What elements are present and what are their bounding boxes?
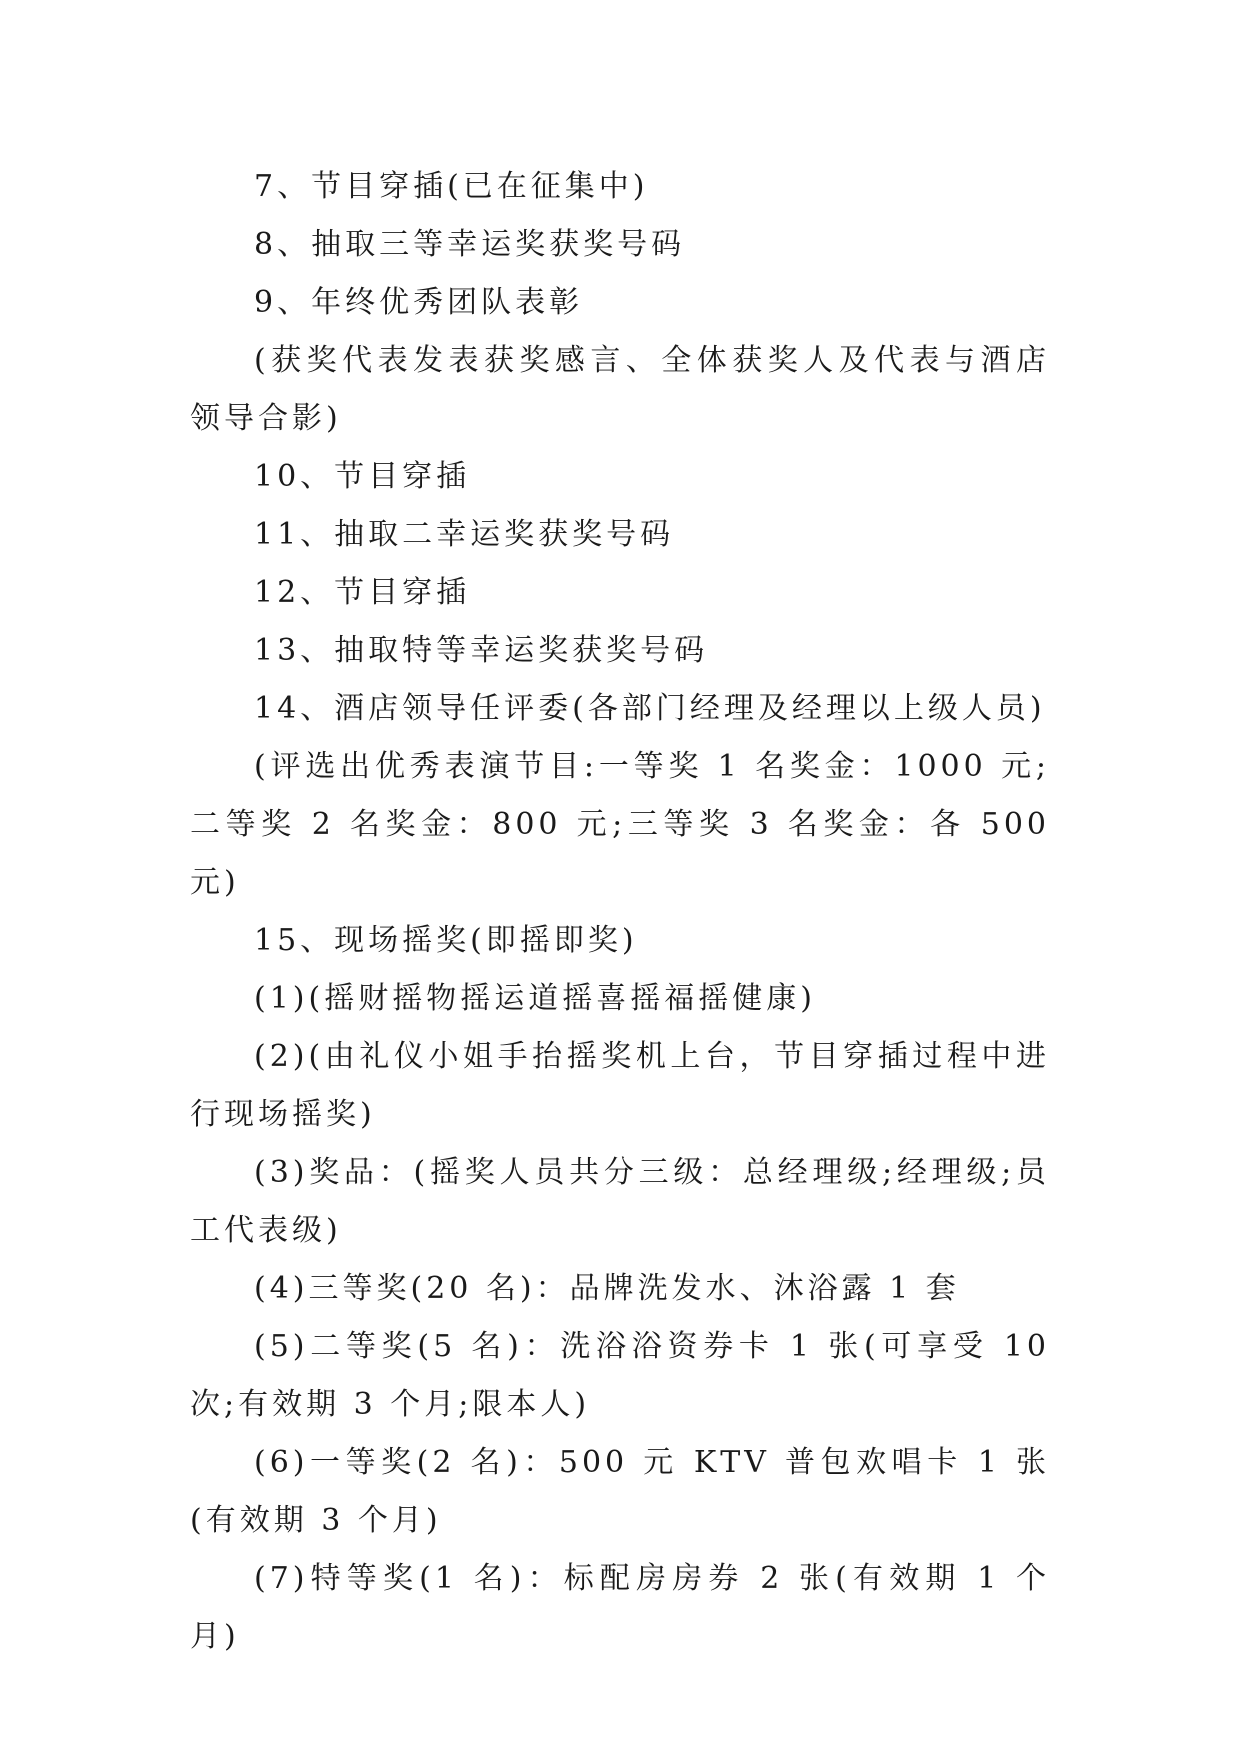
paragraph-item-9: 9、年终优秀团队表彰 xyxy=(254,285,584,320)
paragraph-note-judging: (评选出优秀表演节目:一等奖 1 名奖金：1000 元;二等奖 2 名奖金：800 元;三等奖 3 名奖金：各 500 元) xyxy=(190,749,1050,900)
paragraph-item-13: 13、抽取特等幸运奖获奖号码 xyxy=(254,633,709,668)
paragraph-sub-3: (3)奖品：(摇奖人员共分三级：总经理级;经理级;员工代表级) xyxy=(190,1155,1050,1248)
paragraph-sub-5: (5)二等奖(5 名)：洗浴浴资券卡 1 张(可享受 10 次;有效期 3 个月;限本人) xyxy=(190,1329,1050,1422)
paragraph-item-15: 15、现场摇奖(即摇即奖) xyxy=(254,923,638,958)
paragraph-note-award: (获奖代表发表获奖感言、全体获奖人及代表与酒店领导合影) xyxy=(190,343,1050,436)
paragraph-item-10: 10、节目穿插 xyxy=(254,459,471,494)
paragraph-sub-4: (4)三等奖(20 名)：品牌洗发水、沐浴露 1 套 xyxy=(254,1271,960,1306)
paragraph-item-11: 11、抽取二幸运奖获奖号码 xyxy=(254,517,675,552)
paragraph-sub-1: (1)(摇财摇物摇运道摇喜摇福摇健康) xyxy=(254,981,816,1016)
paragraph-sub-7: (7)特等奖(1 名)：标配房房券 2 张(有效期 1 个月) xyxy=(190,1561,1050,1654)
paragraph-item-14: 14、酒店领导任评委(各部门经理及经理以上级人员) xyxy=(254,691,1046,726)
paragraph-item-8: 8、抽取三等幸运奖获奖号码 xyxy=(254,227,686,262)
paragraph-sub-2: (2)(由礼仪小姐手抬摇奖机上台，节目穿插过程中进行现场摇奖) xyxy=(190,1039,1050,1132)
paragraph-item-7: 7、节目穿插(已在征集中) xyxy=(254,169,649,204)
document-body xyxy=(190,158,1050,1666)
paragraph-item-12: 12、节目穿插 xyxy=(254,575,471,610)
paragraph-sub-6: (6)一等奖(2 名)：500 元 KTV 普包欢唱卡 1 张(有效期 3 个月) xyxy=(190,1445,1050,1538)
